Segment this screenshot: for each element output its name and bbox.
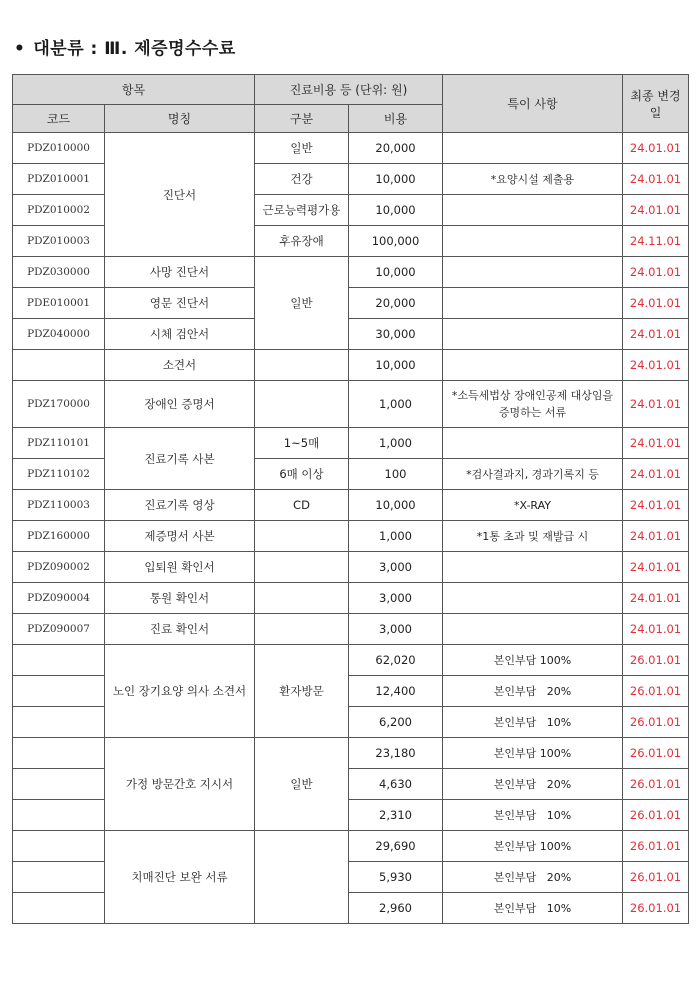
category-cell: 환자방문 — [255, 645, 349, 738]
table-row — [13, 381, 689, 428]
remark-cell — [443, 614, 623, 645]
code-cell — [13, 645, 105, 676]
date-cell: 26.01.01 — [623, 645, 689, 676]
table-row — [13, 614, 689, 645]
code-cell — [13, 862, 105, 893]
category-cell: 일반 — [255, 133, 349, 164]
cost-cell: 20,000 — [349, 133, 443, 164]
name-cell: 진료기록 영상 — [105, 490, 255, 521]
remark-cell — [443, 133, 623, 164]
remark-cell: *요양시설 제출용 — [443, 164, 623, 195]
remark-cell: *소득세법상 장애인공제 대상임을 증명하는 서류 — [443, 381, 623, 428]
date-cell: 24.01.01 — [623, 381, 689, 428]
cost-cell: 3,000 — [349, 614, 443, 645]
cost-cell: 3,000 — [349, 583, 443, 614]
remark-cell — [443, 583, 623, 614]
name-cell: 가정 방문간호 지시서 — [105, 738, 255, 831]
date-cell: 24.01.01 — [623, 552, 689, 583]
code-cell — [13, 800, 105, 831]
name-cell: 통원 확인서 — [105, 583, 255, 614]
name-cell: 진료 확인서 — [105, 614, 255, 645]
code-cell — [13, 707, 105, 738]
category-cell: 일반 — [255, 257, 349, 350]
cost-cell: 5,930 — [349, 862, 443, 893]
date-cell: 26.01.01 — [623, 707, 689, 738]
name-cell: 입퇴원 확인서 — [105, 552, 255, 583]
date-cell: 26.01.01 — [623, 893, 689, 924]
name-cell: 제증명서 사본 — [105, 521, 255, 552]
cost-cell: 12,400 — [349, 676, 443, 707]
cost-cell: 1,000 — [349, 428, 443, 459]
date-cell: 24.01.01 — [623, 583, 689, 614]
remark-cell: 본인부담 100% — [443, 738, 623, 769]
cost-cell: 100,000 — [349, 226, 443, 257]
table-row — [13, 288, 689, 319]
cost-cell: 10,000 — [349, 164, 443, 195]
table-row — [13, 831, 689, 862]
remark-cell: *검사결과지, 경과기록지 등 — [443, 459, 623, 490]
code-cell — [13, 738, 105, 769]
code-cell: PDZ010001 — [13, 164, 105, 195]
table-row — [13, 521, 689, 552]
header-item: 항목 — [13, 75, 255, 105]
table-row — [13, 428, 689, 459]
fee-table — [12, 74, 689, 924]
code-cell: PDZ160000 — [13, 521, 105, 552]
cost-cell: 3,000 — [349, 552, 443, 583]
cost-cell: 1,000 — [349, 521, 443, 552]
remark-cell — [443, 552, 623, 583]
date-cell: 24.01.01 — [623, 164, 689, 195]
header-cost-group: 진료비용 등 (단위: 원) — [255, 75, 443, 105]
date-cell: 24.01.01 — [623, 195, 689, 226]
category-cell — [255, 583, 349, 614]
code-cell: PDZ010000 — [13, 133, 105, 164]
category-cell — [255, 614, 349, 645]
category-cell: 6매 이상 — [255, 459, 349, 490]
date-cell: 26.01.01 — [623, 769, 689, 800]
remark-cell: 본인부담 100% — [443, 645, 623, 676]
name-cell: 시체 검안서 — [105, 319, 255, 350]
remark-cell: 본인부담 10% — [443, 800, 623, 831]
remark-cell — [443, 288, 623, 319]
date-cell: 26.01.01 — [623, 738, 689, 769]
code-cell: PDZ090002 — [13, 552, 105, 583]
date-cell: 24.01.01 — [623, 459, 689, 490]
table-row — [13, 350, 689, 381]
remark-cell: 본인부담 10% — [443, 893, 623, 924]
header-code: 코드 — [13, 105, 105, 133]
date-cell: 24.01.01 — [623, 257, 689, 288]
table-row — [13, 583, 689, 614]
remark-cell: *X-RAY — [443, 490, 623, 521]
remark-cell — [443, 195, 623, 226]
table-row — [13, 645, 689, 676]
header-name: 명칭 — [105, 105, 255, 133]
cost-cell: 29,690 — [349, 831, 443, 862]
cost-cell: 100 — [349, 459, 443, 490]
header-last-modified: 최종 변경일 — [623, 75, 689, 133]
table-row — [13, 319, 689, 350]
category-cell: 근로능력평가용 — [255, 195, 349, 226]
name-cell: 소견서 — [105, 350, 255, 381]
category-cell: 일반 — [255, 738, 349, 831]
remark-cell — [443, 257, 623, 288]
code-cell: PDZ110003 — [13, 490, 105, 521]
code-cell: PDZ010003 — [13, 226, 105, 257]
cost-cell: 6,200 — [349, 707, 443, 738]
cost-cell: 30,000 — [349, 319, 443, 350]
date-cell: 24.01.01 — [623, 350, 689, 381]
name-cell: 치매진단 보완 서류 — [105, 831, 255, 924]
date-cell: 24.01.01 — [623, 490, 689, 521]
cost-cell: 20,000 — [349, 288, 443, 319]
cost-cell: 2,310 — [349, 800, 443, 831]
code-cell: PDZ170000 — [13, 381, 105, 428]
bullet: • — [14, 39, 26, 59]
code-cell: PDZ030000 — [13, 257, 105, 288]
date-cell: 24.11.01 — [623, 226, 689, 257]
date-cell: 24.01.01 — [623, 428, 689, 459]
code-cell — [13, 350, 105, 381]
cost-cell: 23,180 — [349, 738, 443, 769]
name-cell: 영문 진단서 — [105, 288, 255, 319]
name-cell: 진단서 — [105, 133, 255, 257]
category-cell: 1~5매 — [255, 428, 349, 459]
remark-cell: 본인부담 100% — [443, 831, 623, 862]
remark-cell: 본인부담 10% — [443, 707, 623, 738]
code-cell: PDZ110101 — [13, 428, 105, 459]
remark-cell — [443, 319, 623, 350]
cost-cell: 10,000 — [349, 257, 443, 288]
cost-cell: 10,000 — [349, 195, 443, 226]
name-cell: 장애인 증명서 — [105, 381, 255, 428]
date-cell: 24.01.01 — [623, 288, 689, 319]
header-category: 구분 — [255, 105, 349, 133]
remark-cell — [443, 226, 623, 257]
date-cell: 26.01.01 — [623, 676, 689, 707]
code-cell: PDZ040000 — [13, 319, 105, 350]
table-row — [13, 552, 689, 583]
table-row — [13, 490, 689, 521]
name-cell: 노인 장기요양 의사 소견서 — [105, 645, 255, 738]
remark-cell — [443, 428, 623, 459]
category-cell: CD — [255, 490, 349, 521]
cost-cell: 10,000 — [349, 490, 443, 521]
category-cell — [255, 381, 349, 428]
date-cell: 24.01.01 — [623, 133, 689, 164]
code-cell — [13, 676, 105, 707]
category-cell — [255, 552, 349, 583]
category-cell — [255, 350, 349, 381]
date-cell: 24.01.01 — [623, 319, 689, 350]
code-cell: PDZ090007 — [13, 614, 105, 645]
remark-cell: 본인부담 20% — [443, 862, 623, 893]
cost-cell: 62,020 — [349, 645, 443, 676]
remark-cell: 본인부담 20% — [443, 676, 623, 707]
category-cell — [255, 521, 349, 552]
header-remarks: 특이 사항 — [443, 75, 623, 133]
remark-cell: 본인부담 20% — [443, 769, 623, 800]
date-cell: 26.01.01 — [623, 862, 689, 893]
code-cell — [13, 831, 105, 862]
cost-cell: 1,000 — [349, 381, 443, 428]
table-row — [13, 738, 689, 769]
category-cell — [255, 831, 349, 924]
remark-cell — [443, 350, 623, 381]
code-cell: PDZ010002 — [13, 195, 105, 226]
page-title-text: 대분류 : Ⅲ. 제증명수수료 — [33, 39, 236, 59]
header-row-1 — [13, 75, 689, 105]
page-title — [14, 34, 236, 59]
table-row — [13, 133, 689, 164]
table-row — [13, 257, 689, 288]
remark-cell: *1통 초과 및 재발급 시 — [443, 521, 623, 552]
code-cell — [13, 893, 105, 924]
cost-cell: 2,960 — [349, 893, 443, 924]
code-cell: PDZ110102 — [13, 459, 105, 490]
category-cell: 후유장애 — [255, 226, 349, 257]
date-cell: 26.01.01 — [623, 831, 689, 862]
name-cell: 진료기록 사본 — [105, 428, 255, 490]
header-cost: 비용 — [349, 105, 443, 133]
code-cell — [13, 769, 105, 800]
code-cell: PDZ090004 — [13, 583, 105, 614]
name-cell: 사망 진단서 — [105, 257, 255, 288]
date-cell: 24.01.01 — [623, 614, 689, 645]
cost-cell: 4,630 — [349, 769, 443, 800]
date-cell: 24.01.01 — [623, 521, 689, 552]
category-cell: 건강 — [255, 164, 349, 195]
cost-cell: 10,000 — [349, 350, 443, 381]
date-cell: 26.01.01 — [623, 800, 689, 831]
code-cell: PDE010001 — [13, 288, 105, 319]
